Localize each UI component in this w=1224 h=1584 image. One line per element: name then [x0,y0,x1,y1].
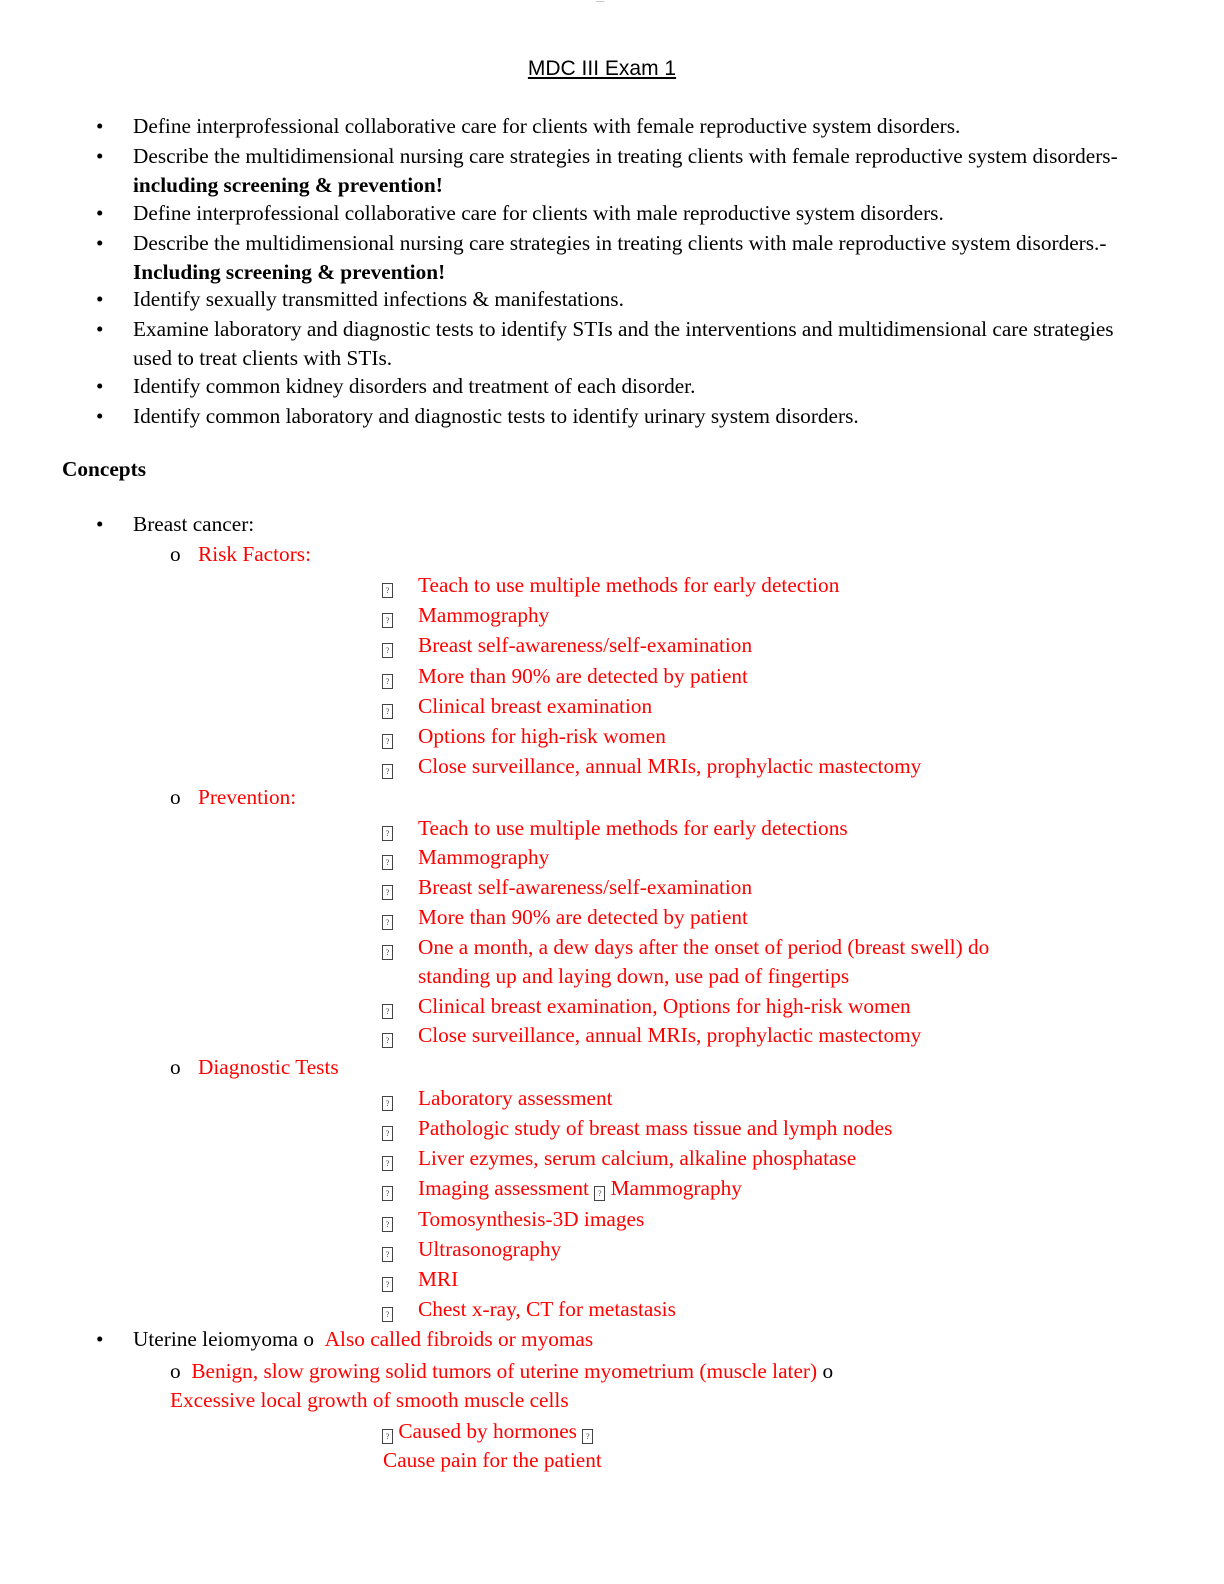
breast-cancer-label: Breast cancer: [133,512,255,536]
circle-bullet: o [170,785,181,809]
missing-glyph-icon: ? [382,885,393,900]
list-item: Clinical breast examination, Options for high-risk women [418,994,911,1018]
list-item: Mammography [418,845,550,869]
missing-glyph-icon: ? [382,1004,393,1019]
list-item: Mammography [418,603,550,627]
list-item: Chest x-ray, CT for metastasis [418,1297,676,1321]
concepts-heading: Concepts [62,457,147,481]
missing-glyph-icon: ? [382,915,393,930]
list-item: Liver ezymes, serum calcium, alkaline phosphatase [418,1146,857,1170]
page-mark: ----- [596,0,605,5]
missing-glyph-icon: ? [594,1186,605,1201]
list-item: Close surveillance, annual MRIs, prophylactic mastectomy [418,754,922,778]
missing-glyph-icon: ? [382,855,393,870]
list-item: MRI [418,1267,459,1291]
missing-glyph-icon: ? [382,643,393,658]
list-item: Ultrasonography [418,1237,562,1261]
list-item: One a month, a dew days after the onset of period (breast swell) do [418,935,990,959]
missing-glyph-icon: ? [382,734,393,749]
missing-glyph-icon: ? [382,1307,393,1322]
list-item: More than 90% are detected by patient [418,664,748,688]
missing-glyph-icon: ? [382,1217,393,1232]
missing-glyph-icon: ? [382,613,393,628]
objective-text: Identify common laboratory and diagnostic tests to identify urinary system disorders. [133,404,859,428]
missing-glyph-icon: ? [382,1429,393,1444]
missing-glyph-icon: ? [382,704,393,719]
missing-glyph-icon: ? [582,1429,593,1444]
missing-glyph-icon: ? [382,674,393,689]
missing-glyph-icon: ? [382,764,393,779]
risk-factors-label: Risk Factors: [198,542,311,566]
list-item: Tomosynthesis-3D images [418,1207,645,1231]
objective-text: Define interprofessional collaborative care for clients with female reproductive system disorders. [133,114,961,138]
list-item-continued: standing up and laying down, use pad of fingertips [418,964,850,988]
list-item: Breast self-awareness/self-examination [418,633,753,657]
diagnostic-tests-label: Diagnostic Tests [198,1055,339,1079]
bullet: • [96,1327,104,1351]
circle-bullet: o [170,1055,181,1079]
circle-bullet: o [303,1327,314,1351]
bullet: • [96,114,104,138]
uterine-pain: Cause pain for the patient [383,1448,602,1472]
missing-glyph-icon: ? [382,1033,393,1048]
circle-bullet: o [822,1359,834,1383]
uterine-hormones: ? Caused by hormones ? [382,1417,593,1446]
list-item: Breast self-awareness/self-examination [418,875,753,899]
objective-text: Identify sexually transmitted infections & manifestations. [133,287,624,311]
bullet: • [96,374,104,398]
bullet: • [96,287,104,311]
uterine-label: Uterine leiomyoma o Also called fibroids or myomas [133,1327,594,1351]
list-item: Clinical breast examination [418,694,653,718]
bullet: • [96,201,104,225]
missing-glyph-icon: ? [382,1126,393,1141]
list-item: More than 90% are detected by patient [418,905,748,929]
missing-glyph-icon: ? [382,945,393,960]
list-item: Close surveillance, annual MRIs, prophylactic mastectomy [418,1023,922,1047]
objective-text: Define interprofessional collaborative care for clients with male reproductive system disorders. [133,201,944,225]
missing-glyph-icon: ? [382,1277,393,1292]
bullet: • [96,404,104,428]
objective-text: Identify common kidney disorders and treatment of each disorder. [133,374,696,398]
page-title: MDC III Exam 1 [527,57,677,80]
missing-glyph-icon: ? [382,1247,393,1262]
objective-text: Describe the multidimensional nursing care strategies in treating clients with female reproductive system disorders-including screening & prevention! [133,144,1118,197]
objective-text: Examine laboratory and diagnostic tests to identify STIs and the interventions and multidimensional care strategies used to treat clients with STIs. [133,317,1114,370]
missing-glyph-icon: ? [382,583,393,598]
missing-glyph-icon: ? [382,826,393,841]
uterine-excessive: Excessive local growth of smooth muscle cells [170,1388,569,1412]
missing-glyph-icon: ? [382,1186,393,1201]
uterine-benign: o Benign, slow growing solid tumors of uterine myometrium (muscle later) o [170,1359,834,1383]
circle-bullet: o [170,542,181,566]
list-item: Imaging assessment ? Mammography [418,1176,742,1200]
objective-text: Describe the multidimensional nursing care strategies in treating clients with male reproductive system disorders.-Including screening & prevention! [133,231,1107,284]
bullet: • [96,144,104,168]
list-item: Teach to use multiple methods for early detection [418,573,840,597]
missing-glyph-icon: ? [382,1156,393,1171]
missing-glyph-icon: ? [382,1096,393,1111]
bullet: • [96,317,104,341]
bullet: • [96,231,104,255]
list-item: Laboratory assessment [418,1086,613,1110]
list-item: Pathologic study of breast mass tissue and lymph nodes [418,1116,893,1140]
circle-bullet: o [170,1359,181,1383]
prevention-label: Prevention: [198,785,297,809]
list-item: Teach to use multiple methods for early detections [418,816,848,840]
bullet: • [96,512,104,536]
list-item: Options for high-risk women [418,724,666,748]
